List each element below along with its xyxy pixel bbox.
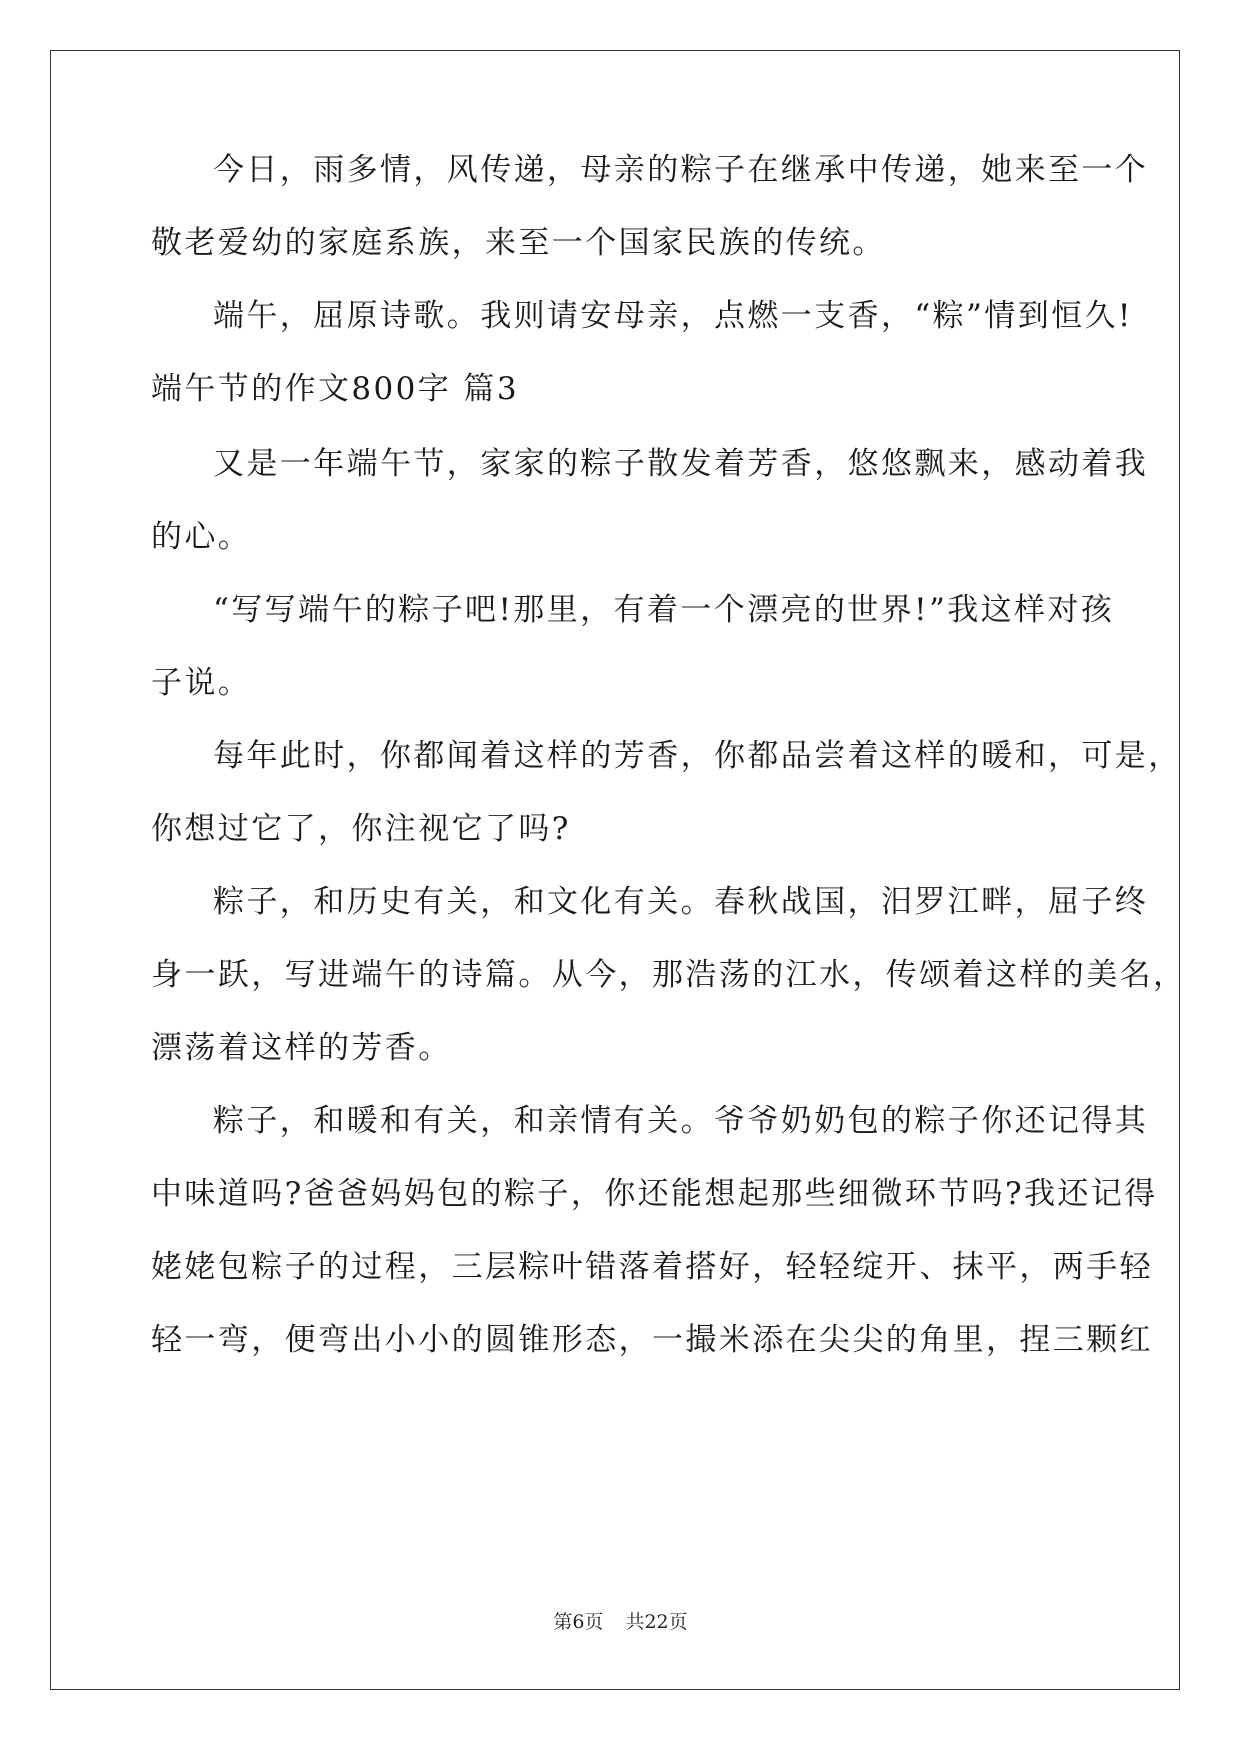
text-line: 中味道吗?爸爸妈妈包的粽子，你还能想起那些细微环节吗?我还记得 — [151, 1176, 1158, 1212]
text-line: 身一跃，写进端午的诗篇。从今，那浩荡的江水，传颂着这样的美名， — [151, 957, 1187, 993]
text-line: 你想过它了，你注视它了吗? — [151, 811, 571, 847]
text-line: 子说。 — [151, 665, 252, 701]
text-line: 粽子，和暖和有关，和亲情有关。爷爷奶奶包的粽子你还记得其 — [213, 1103, 1149, 1139]
text-line: 今日，雨多情，风传递，母亲的粽子在继承中传递，她来至一个 — [213, 152, 1149, 188]
text-line: 粽子，和历史有关，和文化有关。春秋战国，汨罗江畔，屈子终 — [213, 884, 1149, 920]
page-number: 第6页 — [553, 1611, 604, 1633]
section-heading: 端午节的作文800字 篇3 — [151, 371, 519, 407]
text-line: 每年此时，你都闻着这样的芳香，你都品尝着这样的暖和，可是， — [213, 738, 1182, 774]
text-line: 轻一弯，便弯出小小的圆锥形态，一撮米添在尖尖的角里，捏三颗红 — [151, 1322, 1153, 1358]
text-line: 的心。 — [151, 519, 252, 555]
text-line: 姥姥包粽子的过程，三层粽叶错落着搭好，轻轻绽开、抹平，两手轻 — [151, 1249, 1153, 1285]
page-total: 共22页 — [625, 1611, 688, 1633]
text-line: 又是一年端午节，家家的粽子散发着芳香，悠悠飘来，感动着我 — [213, 446, 1149, 482]
text-line: 敬老爱幼的家庭系族，来至一个国家民族的传统。 — [151, 225, 886, 261]
text-line: 漂荡着这样的芳香。 — [151, 1030, 452, 1066]
text-line: “写写端午的粽子吧!那里，有着一个漂亮的世界!”我这样对孩 — [213, 592, 1115, 628]
text-line: 端午，屈原诗歌。我则请安母亲，点燃一支香，“粽”情到恒久! — [213, 298, 1133, 334]
page-footer — [0, 1610, 1241, 1634]
